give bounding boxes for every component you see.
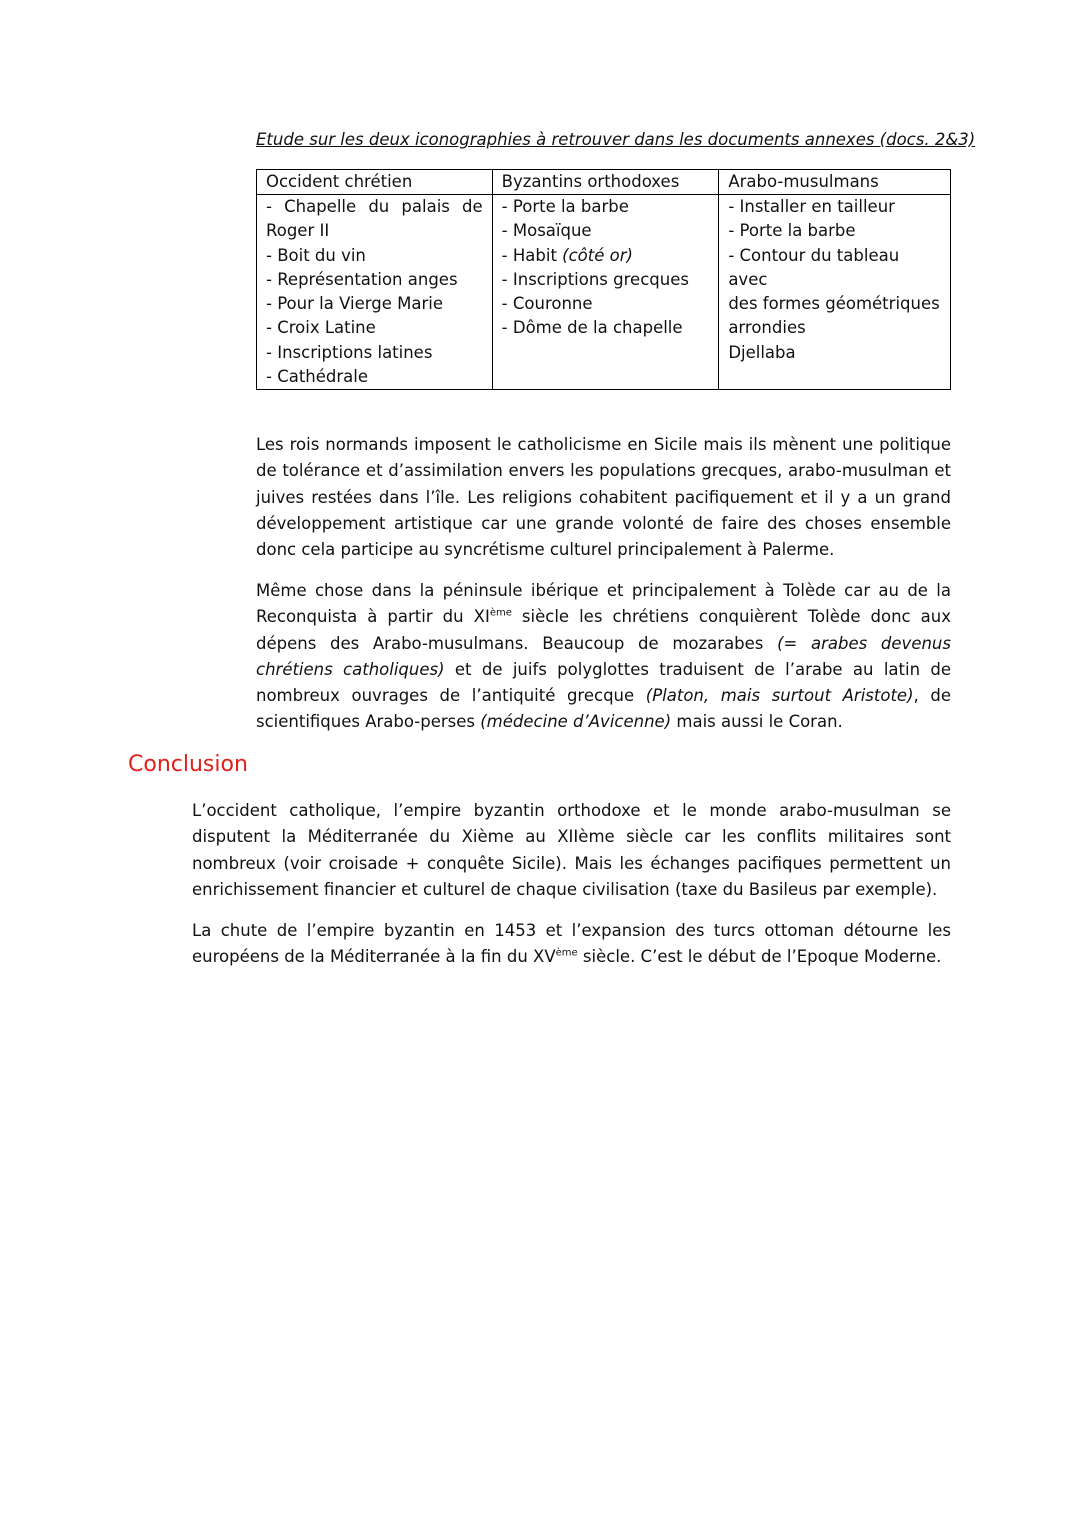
- list-item: - Contour du tableau avec: [728, 245, 900, 289]
- list-item: - Installer en tailleur: [728, 197, 895, 216]
- superscript: ème: [489, 607, 512, 619]
- list-item: - Inscriptions latines: [266, 342, 433, 362]
- list-item: arrondies: [728, 318, 806, 338]
- list-item: - Pour la Vierge Marie: [266, 294, 443, 314]
- list-item: - Boit du vin: [266, 245, 366, 265]
- iconography-table: [256, 169, 951, 390]
- text-run: Même chose dans la péninsule ibérique et principalement à Tolède car au de la Reconquista à partir du XI: [256, 581, 951, 627]
- header-arabo: Arabo-musulmans: [719, 170, 951, 195]
- text-run: , de scientifiques Arabo-perses: [256, 686, 952, 732]
- text-run: mais aussi le Coran.: [671, 712, 843, 732]
- paragraph-rois-normands: Les rois normands imposent le catholicisme en Sicile mais ils mènent une politique de tolérance et d’assimilation envers les populations grecques, arabo-musulman et juives restées dans l’île. Les religions cohabitent pacifiquement et il y a un grand développement artistique car une grande volonté de faire des choses ensemble donc cela participe au syncrétisme culturel principalement à Palerme.: [256, 435, 951, 560]
- paragraph-conclusion-2: [192, 918, 951, 971]
- list-item: - Mosaïque: [501, 221, 592, 241]
- list-item: - Cathédrale: [266, 367, 369, 387]
- paragraph-peninsule-iberique: [256, 578, 951, 736]
- conclusion-heading: Conclusion: [128, 752, 248, 777]
- cell-byzantins: [492, 195, 719, 390]
- italic-run: (= arabes devenus chrétiens catholiques): [256, 633, 951, 679]
- list-item: - Représentation anges: [266, 269, 458, 289]
- list-item: - Couronne: [501, 294, 593, 314]
- paragraph-conclusion-1: L’occident catholique, l’empire byzantin orthodoxe et le monde arabo-musulman se disputent la Méditerranée du Xième au XIIème siècle car les conflits militaires sont nombreux (voir croisade + conquête Sicile). Mais les échanges pacifiques permettent un enrichissement financier et culturel de chaque civilisation (taxe du Basileus par exemple).: [192, 801, 951, 899]
- text-run: siècle. C’est le début de l’Epoque Moderne.: [577, 947, 942, 967]
- list-item: - Croix Latine: [266, 318, 376, 338]
- cell-arabo: [719, 195, 951, 390]
- list-item: - Inscriptions grecques: [501, 269, 689, 289]
- list-item: - Porte la barbe: [728, 221, 856, 241]
- list-item: - Dôme de la chapelle: [501, 318, 683, 338]
- table-header-row: [257, 170, 951, 195]
- italic-run: (Platon, mais surtout Aristote): [645, 686, 914, 706]
- list-item: des formes géométriques: [728, 294, 940, 314]
- list-item: Djellaba: [728, 342, 796, 362]
- text-run: siècle les chrétiens conquièrent Tolède donc aux dépens des Arabo-musulmans. Beaucoup de mozarabes: [256, 607, 951, 653]
- list-item-text: - Habit: [501, 245, 563, 265]
- cell-occident: [257, 195, 493, 390]
- list-item: - Porte la barbe: [501, 197, 629, 216]
- text-run: La chute de l’empire byzantin en 1453 et l’expansion des turcs ottoman détourne les européens de la Méditerranée à la fin du XV: [192, 921, 951, 967]
- header-byzantins: Byzantins orthodoxes: [492, 170, 719, 195]
- study-title: Etude sur les deux iconographies à retrouver dans les documents annexes (docs. 2&3): [256, 130, 976, 149]
- list-item: [502, 244, 710, 268]
- list-item: - Chapelle du palais de: [266, 197, 483, 216]
- text-run: et de juifs polyglottes traduisent de l’arabe au latin de nombreux ouvrages de l’antiquité grecque: [256, 659, 951, 706]
- table-body-row: [257, 195, 951, 390]
- list-item: Roger II: [266, 221, 330, 241]
- italic-run: (médecine d’Avicenne): [480, 712, 672, 732]
- list-item-italic: (côté or): [562, 245, 633, 265]
- header-occident: Occident chrétien: [257, 170, 493, 195]
- superscript: ème: [555, 947, 578, 959]
